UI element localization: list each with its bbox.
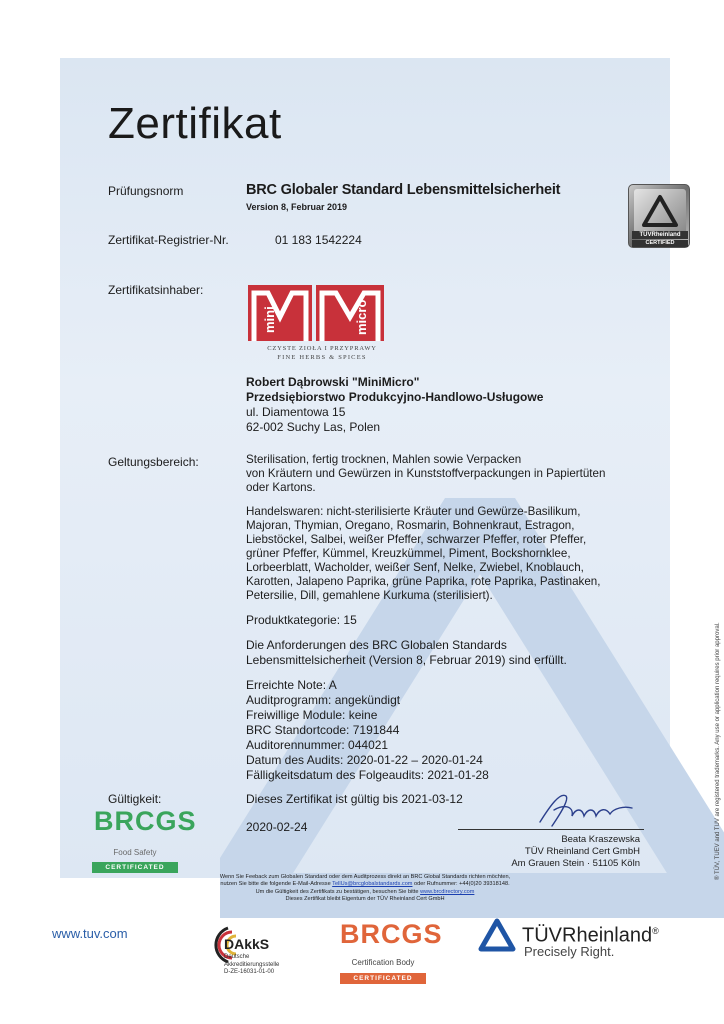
- brc-directory-link[interactable]: www.brcdirectory.com: [420, 888, 475, 895]
- scope-line: Liebstöckel, Salbei, weißer Pfeffer, schwarzer Pfeffer, roter Pfeffer,: [246, 533, 587, 546]
- standard-version: Version 8, Februar 2019: [246, 202, 348, 212]
- tuv-registered-mark: ®: [652, 926, 659, 936]
- fine-print-text: nutzen Sie bitte die folgende E-Mail-Adresse: [220, 881, 331, 888]
- norm-label: Prüfungsnorm: [108, 184, 184, 198]
- tuv-certified-seal: [628, 184, 690, 248]
- scope-goods: [246, 505, 605, 603]
- scope-label: Geltungsbereich:: [108, 455, 199, 469]
- scope-line: von Kräutern und Gewürzen in Kunststoffverpackungen in Papiertüten: [246, 467, 606, 480]
- fine-print-text: Um die Gültigkeit des Zertifikats zu bestätigen, besuchen Sie bitte: [255, 888, 419, 895]
- product-category: Produktkategorie: 15: [246, 613, 357, 627]
- holder-name: Robert Dąbrowski "MiniMicro": [246, 375, 420, 389]
- next-audit-due: Fälligkeitsdatum des Folgeaudits: 2021-01-28: [246, 768, 489, 782]
- scope-line: Handelswaren: nicht-sterilisierte Kräuter und Gewürze-Basilikum,: [246, 505, 581, 518]
- requirements-statement: [246, 638, 605, 668]
- logo-micro-text: micro: [354, 299, 369, 335]
- brcgs-certification-body-logo: [336, 918, 443, 988]
- scope-activities: [246, 453, 605, 495]
- scope-line: Karotten, Jalapeno Paprika, grüne Paprika, rote Paprika, Pastinaken,: [246, 575, 601, 588]
- brcgs-food-safety-badge: [92, 804, 197, 876]
- audit-programme: Auditprogramm: angekündigt: [246, 693, 401, 707]
- audit-dates: Datum des Audits: 2020-01-22 – 2020-01-24: [246, 753, 483, 767]
- signature-image: [520, 786, 640, 830]
- tuv-seal-certified: CERTIFIED: [632, 240, 688, 247]
- logo-mini-text: mini: [262, 306, 277, 333]
- scope-line: Majoran, Thymian, Oregano, Rosmarin, Bohnenkraut, Estragon,: [246, 519, 575, 532]
- dakks-details: [224, 954, 279, 977]
- scope-line: grüner Pfeffer, Kümmel, Kreuzkümmel, Piment, Bockshornklee,: [246, 547, 571, 560]
- holder-street: ul. Diamentowa 15: [246, 405, 346, 419]
- issue-date: 2020-02-24: [246, 820, 308, 834]
- fine-print-text: oder Rufnummer: +44(0)20 39318148.: [414, 881, 510, 888]
- tuv-brand-text: TÜVRheinland: [522, 924, 653, 947]
- requirements-line: Die Anforderungen des BRC Globalen Standards: [246, 638, 507, 652]
- scope-line: Sterilisation, fertig trocknen, Mahlen sowie Verpacken: [246, 453, 522, 466]
- standard-name: BRC Globaler Standard Lebensmittelsicherheit: [246, 182, 561, 198]
- signatory-block: [440, 834, 640, 870]
- holder-block: [246, 375, 543, 435]
- auditor-number: Auditorennummer: 044021: [246, 738, 389, 752]
- dakks-name: DAkkS: [224, 936, 270, 952]
- tuv-rheinland-logo: [478, 916, 678, 966]
- audit-grade: Erreichte Note: A: [246, 678, 337, 692]
- tuv-triangle-icon: [634, 189, 686, 233]
- holder-label: Zertifikatsinhaber:: [108, 283, 204, 297]
- fine-print: [130, 874, 600, 904]
- signatory-name: Beata Kraszewska: [561, 834, 640, 845]
- validity-label: Gültigkeit:: [108, 792, 162, 806]
- scope-line: Lorbeerblatt, Wacholder, weißer Senf, Nelke, Zwiebel, Knoblauch,: [246, 561, 584, 574]
- footer-brcgs-sub: Certification Body: [351, 958, 415, 967]
- brcgs-badge-band: CERTIFICATED: [92, 862, 178, 873]
- signatory-address: Am Grauen Stein · 51105 Köln: [511, 858, 640, 869]
- voluntary-modules: Freiwillige Module: keine: [246, 708, 378, 722]
- dakks-line: D-ZE-16031-01-00: [224, 969, 275, 975]
- validity-text: Dieses Zertifikat ist gültig bis 2021-03-12: [246, 792, 463, 806]
- logo-tagline-pl: CZYSTE ZIOŁA I PRZYPRAWY: [267, 345, 377, 352]
- tuv-logo-triangle-icon: [478, 918, 516, 952]
- dakks-line: Akkreditierungsstelle: [224, 961, 280, 968]
- footer-brcgs-word: BRCGS: [340, 919, 443, 949]
- fine-print-line: Dieses Zertifikat bleibt Eigentum der TÜV Rheinland Cert GmbH: [285, 896, 445, 903]
- signatory-org: TÜV Rheinland Cert GmbH: [524, 846, 640, 857]
- brcgs-badge-subtitle: Food Safety: [113, 848, 157, 857]
- signature-line: [458, 829, 644, 830]
- tuv-seal-hologram: [634, 189, 686, 233]
- requirements-line: Lebensmittelsicherheit (Version 8, Februar 2019) sind erfüllt.: [246, 653, 567, 667]
- scope-line: Petersilie, Dill, gemahlene Kurkuma (sterilisiert).: [246, 589, 493, 602]
- site-code: BRC Standortcode: 7191844: [246, 723, 400, 737]
- feedback-email-link[interactable]: TellUs@brcglobalstandards.com: [332, 881, 413, 888]
- brcgs-badge-word: BRCGS: [94, 806, 197, 836]
- certificate-title: Zertifikat: [108, 99, 282, 148]
- registration-label: Zertifikat-Registrier-Nr.: [108, 233, 229, 247]
- dakks-line: Deutsche: [224, 954, 250, 960]
- trademark-side-note: ® TÜV, TUEV and TUV are registered trademarks. Any use or application requires prior approval.: [715, 622, 721, 880]
- tuv-slogan: Precisely Right.: [524, 944, 615, 959]
- fine-print-line: [130, 881, 600, 888]
- tuv-seal-brand: TÜVRheinland: [632, 231, 688, 239]
- holder-company: Przedsiębiorstwo Produkcyjno-Handlowo-Usługowe: [246, 390, 544, 404]
- footer-brcgs-band: CERTIFICATED: [340, 973, 426, 984]
- tuv-website-link[interactable]: www.tuv.com: [52, 926, 128, 941]
- registration-number: 01 183 1542224: [275, 233, 362, 247]
- minimicro-logo: [246, 283, 386, 363]
- holder-city: 62-002 Suchy Las, Polen: [246, 420, 381, 434]
- audit-details: [246, 678, 605, 783]
- scope-block: [246, 453, 605, 783]
- logo-tagline-en: FINE HERBS & SPICES: [277, 354, 367, 361]
- fine-print-line: Wenn Sie Feeback zum Globalen Standard oder dem Auditprozess direkt an BRC Global Standards richten möchten,: [219, 874, 511, 880]
- scope-line: oder Kartons.: [246, 481, 316, 494]
- dakks-logo: [206, 924, 326, 984]
